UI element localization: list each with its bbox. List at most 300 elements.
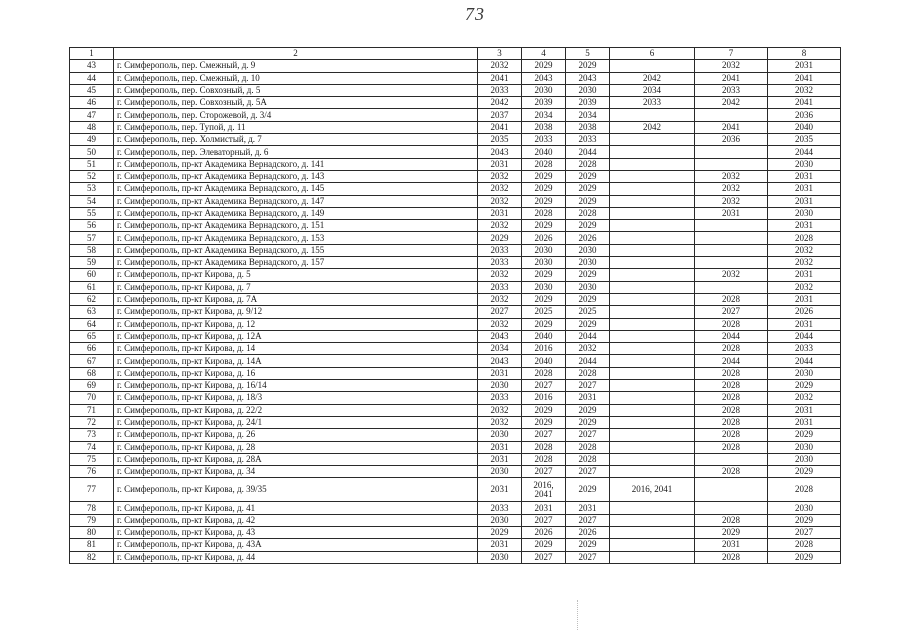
address-cell: г. Симферополь, пр-кт Академика Вернадского, д. 143: [114, 170, 478, 182]
col-7-cell: 2044: [695, 330, 768, 342]
col-3-cell: 2031: [478, 453, 522, 465]
table-row: [70, 269, 841, 281]
col-8-cell: 2028: [768, 478, 841, 502]
table-row: [70, 60, 841, 72]
col-7-cell: 2028: [695, 404, 768, 416]
col-5-cell: 2039: [566, 97, 610, 109]
col-7-cell: 2028: [695, 514, 768, 526]
col-3-cell: 2032: [478, 60, 522, 72]
table-row: [70, 195, 841, 207]
col-3-cell: 2035: [478, 134, 522, 146]
address-cell: г. Симферополь, пр-кт Кирова, д. 39/35: [114, 478, 478, 502]
col-8-cell: 2032: [768, 392, 841, 404]
address-cell: г. Симферополь, пр-кт Академика Вернадского, д. 141: [114, 158, 478, 170]
table-row: [70, 158, 841, 170]
col-6-cell: [610, 441, 695, 453]
row-number-cell: 57: [70, 232, 114, 244]
col-4-cell: 2029: [522, 195, 566, 207]
col-8-cell: 2026: [768, 306, 841, 318]
row-number-cell: 73: [70, 429, 114, 441]
col-5-cell: 2029: [566, 416, 610, 428]
col-5-cell: 2030: [566, 244, 610, 256]
col-5-cell: 2029: [566, 60, 610, 72]
col-8-cell: 2030: [768, 441, 841, 453]
col-8-cell: 2031: [768, 183, 841, 195]
table-row: [70, 404, 841, 416]
col-5-cell: 2026: [566, 232, 610, 244]
address-cell: г. Симферополь, пер. Смежный, д. 9: [114, 60, 478, 72]
col-8-cell: 2031: [768, 404, 841, 416]
row-number-cell: 50: [70, 146, 114, 158]
col-6-cell: [610, 257, 695, 269]
row-number-cell: 69: [70, 380, 114, 392]
col-8-cell: 2041: [768, 97, 841, 109]
table-row: [70, 380, 841, 392]
col-8-cell: 2035: [768, 134, 841, 146]
column-header-5: 5: [566, 48, 610, 60]
table-row: [70, 429, 841, 441]
col-5-cell: 2025: [566, 306, 610, 318]
col-6-cell: [610, 232, 695, 244]
col-5-cell: 2044: [566, 330, 610, 342]
table-row: [70, 134, 841, 146]
col-7-cell: 2044: [695, 355, 768, 367]
col-4-cell: 2027: [522, 380, 566, 392]
row-number-cell: 43: [70, 60, 114, 72]
address-cell: г. Симферополь, пр-кт Академика Вернадского, д. 147: [114, 195, 478, 207]
col-3-cell: 2029: [478, 232, 522, 244]
col-5-cell: 2033: [566, 134, 610, 146]
col-5-cell: 2029: [566, 404, 610, 416]
row-number-cell: 80: [70, 526, 114, 538]
col-6-cell: [610, 269, 695, 281]
col-5-cell: 2026: [566, 526, 610, 538]
table-row: [70, 257, 841, 269]
address-cell: г. Симферополь, пр-кт Кирова, д. 24/1: [114, 416, 478, 428]
col-5-cell: 2028: [566, 441, 610, 453]
address-cell: г. Симферополь, пр-кт Кирова, д. 34: [114, 466, 478, 478]
address-cell: г. Симферополь, пр-кт Кирова, д. 5: [114, 269, 478, 281]
header-row: [70, 48, 841, 60]
col-7-cell: [695, 244, 768, 256]
col-4-cell: 2039: [522, 97, 566, 109]
table-row: [70, 281, 841, 293]
table-row: [70, 220, 841, 232]
col-4-cell: 2029: [522, 318, 566, 330]
row-number-cell: 60: [70, 269, 114, 281]
col-8-cell: 2044: [768, 146, 841, 158]
scan-artifact: [577, 600, 579, 630]
col-3-cell: 2043: [478, 330, 522, 342]
address-cell: г. Симферополь, пр-кт Кирова, д. 22/2: [114, 404, 478, 416]
col-5-cell: 2028: [566, 453, 610, 465]
col-6-cell: [610, 526, 695, 538]
col-4-cell: 2033: [522, 134, 566, 146]
col-4-cell: 2040: [522, 146, 566, 158]
row-number-cell: 79: [70, 514, 114, 526]
col-5-cell: 2029: [566, 293, 610, 305]
col-5-cell: 2029: [566, 318, 610, 330]
address-cell: г. Симферополь, пр-кт Кирова, д. 41: [114, 502, 478, 514]
col-7-cell: 2028: [695, 380, 768, 392]
address-cell: г. Симферополь, пер. Тупой, д. 11: [114, 121, 478, 133]
col-5-cell: 2029: [566, 195, 610, 207]
col-8-cell: 2033: [768, 343, 841, 355]
col-7-cell: 2032: [695, 195, 768, 207]
table-row: [70, 514, 841, 526]
col-5-cell: 2029: [566, 183, 610, 195]
col-6-cell: [610, 466, 695, 478]
col-5-cell: 2030: [566, 257, 610, 269]
col-7-cell: 2032: [695, 60, 768, 72]
row-number-cell: 64: [70, 318, 114, 330]
table-row: [70, 526, 841, 538]
col-4-cell: 2030: [522, 84, 566, 96]
col-8-cell: 2030: [768, 453, 841, 465]
col-4-cell: 2029: [522, 269, 566, 281]
table-row: [70, 170, 841, 182]
col-4-cell: 2038: [522, 121, 566, 133]
col-8-cell: 2031: [768, 293, 841, 305]
col-7-cell: 2028: [695, 429, 768, 441]
table-row: [70, 343, 841, 355]
col-4-cell: 2030: [522, 281, 566, 293]
col-5-cell: 2028: [566, 207, 610, 219]
col-4-cell: 2029: [522, 183, 566, 195]
col-3-cell: 2030: [478, 429, 522, 441]
col-8-cell: 2030: [768, 367, 841, 379]
col-3-cell: 2032: [478, 220, 522, 232]
col-7-cell: 2031: [695, 207, 768, 219]
col-7-cell: 2033: [695, 84, 768, 96]
address-cell: г. Симферополь, пр-кт Кирова, д. 44: [114, 551, 478, 563]
col-6-cell: [610, 281, 695, 293]
col-4-cell: 2040: [522, 330, 566, 342]
col-6-cell: [610, 367, 695, 379]
col-7-cell: 2028: [695, 416, 768, 428]
col-6-cell: [610, 404, 695, 416]
table-row: [70, 232, 841, 244]
col-3-cell: 2031: [478, 158, 522, 170]
table-row: [70, 306, 841, 318]
row-number-cell: 68: [70, 367, 114, 379]
col-4-cell: 2027: [522, 429, 566, 441]
col-5-cell: 2029: [566, 220, 610, 232]
col-7-cell: 2032: [695, 183, 768, 195]
col-6-cell: [610, 343, 695, 355]
address-cell: г. Симферополь, пр-кт Академика Вернадского, д. 149: [114, 207, 478, 219]
row-number-cell: 52: [70, 170, 114, 182]
table-row: [70, 207, 841, 219]
row-number-cell: 56: [70, 220, 114, 232]
table-row: [70, 244, 841, 256]
table-row: [70, 293, 841, 305]
col-6-cell: 2016, 2041: [610, 478, 695, 502]
col-8-cell: 2031: [768, 170, 841, 182]
col-6-cell: 2042: [610, 72, 695, 84]
col-5-cell: 2044: [566, 355, 610, 367]
col-3-cell: 2031: [478, 207, 522, 219]
col-7-cell: 2041: [695, 121, 768, 133]
col-7-cell: [695, 257, 768, 269]
col-6-cell: [610, 109, 695, 121]
row-number-cell: 46: [70, 97, 114, 109]
row-number-cell: 48: [70, 121, 114, 133]
col-5-cell: 2027: [566, 514, 610, 526]
col-5-cell: 2029: [566, 539, 610, 551]
col-6-cell: [610, 306, 695, 318]
col-5-cell: 2030: [566, 84, 610, 96]
row-number-cell: 72: [70, 416, 114, 428]
col-4-cell: 2029: [522, 416, 566, 428]
col-3-cell: 2033: [478, 244, 522, 256]
address-cell: г. Симферополь, пр-кт Кирова, д. 7А: [114, 293, 478, 305]
col-3-cell: 2033: [478, 392, 522, 404]
col-5-cell: 2029: [566, 269, 610, 281]
col-7-cell: 2028: [695, 367, 768, 379]
address-cell: г. Симферополь, пр-кт Академика Вернадского, д. 145: [114, 183, 478, 195]
col-5-cell: 2044: [566, 146, 610, 158]
col-5-cell: 2031: [566, 502, 610, 514]
col-7-cell: 2028: [695, 318, 768, 330]
col-8-cell: 2032: [768, 244, 841, 256]
row-number-cell: 44: [70, 72, 114, 84]
col-4-cell: 2028: [522, 367, 566, 379]
col-3-cell: 2032: [478, 293, 522, 305]
col-5-cell: 2028: [566, 367, 610, 379]
col-5-cell: 2038: [566, 121, 610, 133]
col-7-cell: [695, 502, 768, 514]
col-8-cell: 2031: [768, 60, 841, 72]
col-4-cell: 2029: [522, 539, 566, 551]
col-4-cell: 2026: [522, 232, 566, 244]
row-number-cell: 59: [70, 257, 114, 269]
table-row: [70, 539, 841, 551]
col-3-cell: 2042: [478, 97, 522, 109]
col-8-cell: 2028: [768, 232, 841, 244]
column-header-4: 4: [522, 48, 566, 60]
col-3-cell: 2032: [478, 183, 522, 195]
col-5-cell: 2029: [566, 170, 610, 182]
column-header-8: 8: [768, 48, 841, 60]
col-6-cell: [610, 146, 695, 158]
col-6-cell: [610, 539, 695, 551]
col-6-cell: [610, 60, 695, 72]
col-8-cell: 2030: [768, 502, 841, 514]
col-6-cell: [610, 429, 695, 441]
col-3-cell: 2030: [478, 551, 522, 563]
col-5-cell: 2032: [566, 343, 610, 355]
table-row: [70, 97, 841, 109]
col-3-cell: 2041: [478, 72, 522, 84]
col-8-cell: 2041: [768, 72, 841, 84]
table-row: [70, 318, 841, 330]
col-6-cell: [610, 170, 695, 182]
table-row: [70, 72, 841, 84]
column-header-3: 3: [478, 48, 522, 60]
col-3-cell: 2030: [478, 380, 522, 392]
col-7-cell: 2029: [695, 526, 768, 538]
col-7-cell: 2028: [695, 293, 768, 305]
row-number-cell: 77: [70, 478, 114, 502]
col-3-cell: 2027: [478, 306, 522, 318]
col-5-cell: 2034: [566, 109, 610, 121]
col-6-cell: [610, 416, 695, 428]
col-8-cell: 2044: [768, 355, 841, 367]
row-number-cell: 81: [70, 539, 114, 551]
col-6-cell: [610, 195, 695, 207]
page-number: 73: [465, 4, 485, 24]
col-4-cell: 2016, 2041: [522, 478, 566, 502]
col-6-cell: 2033: [610, 97, 695, 109]
col-7-cell: [695, 220, 768, 232]
col-4-cell: 2029: [522, 60, 566, 72]
table-row: [70, 453, 841, 465]
col-6-cell: [610, 392, 695, 404]
address-cell: г. Симферополь, пр-кт Академика Вернадского, д. 157: [114, 257, 478, 269]
col-4-cell: 2027: [522, 514, 566, 526]
col-8-cell: 2029: [768, 466, 841, 478]
col-6-cell: [610, 183, 695, 195]
table-row: [70, 355, 841, 367]
row-number-cell: 66: [70, 343, 114, 355]
col-8-cell: 2030: [768, 207, 841, 219]
col-4-cell: 2027: [522, 466, 566, 478]
table-row: [70, 84, 841, 96]
row-number-cell: 75: [70, 453, 114, 465]
table-row: [70, 466, 841, 478]
table-row: [70, 502, 841, 514]
table-row: [70, 478, 841, 502]
col-7-cell: 2028: [695, 466, 768, 478]
col-4-cell: 2029: [522, 220, 566, 232]
address-cell: г. Симферополь, пер. Совхозный, д. 5А: [114, 97, 478, 109]
col-7-cell: 2028: [695, 343, 768, 355]
col-3-cell: 2032: [478, 195, 522, 207]
col-4-cell: 2028: [522, 441, 566, 453]
row-number-cell: 61: [70, 281, 114, 293]
column-header-6: 6: [610, 48, 695, 60]
col-6-cell: 2034: [610, 84, 695, 96]
col-7-cell: 2041: [695, 72, 768, 84]
col-3-cell: 2033: [478, 502, 522, 514]
col-8-cell: 2029: [768, 551, 841, 563]
col-5-cell: 2027: [566, 429, 610, 441]
col-3-cell: 2031: [478, 367, 522, 379]
col-7-cell: 2036: [695, 134, 768, 146]
address-cell: г. Симферополь, пр-кт Кирова, д. 7: [114, 281, 478, 293]
address-cell: г. Симферополь, пр-кт Кирова, д. 14: [114, 343, 478, 355]
address-cell: г. Симферополь, пр-кт Кирова, д. 14А: [114, 355, 478, 367]
col-8-cell: 2029: [768, 380, 841, 392]
col-7-cell: [695, 281, 768, 293]
col-7-cell: [695, 232, 768, 244]
row-number-cell: 82: [70, 551, 114, 563]
address-cell: г. Симферополь, пр-кт Кирова, д. 26: [114, 429, 478, 441]
col-7-cell: 2031: [695, 539, 768, 551]
table-row: [70, 183, 841, 195]
address-cell: г. Симферополь, пр-кт Академика Вернадского, д. 155: [114, 244, 478, 256]
col-4-cell: 2027: [522, 551, 566, 563]
col-6-cell: [610, 244, 695, 256]
table-body: [70, 60, 841, 564]
address-cell: г. Симферополь, пр-кт Кирова, д. 12: [114, 318, 478, 330]
col-6-cell: 2042: [610, 121, 695, 133]
housing-register-table: [69, 47, 841, 564]
col-4-cell: 2043: [522, 72, 566, 84]
table-row: [70, 109, 841, 121]
address-cell: г. Симферополь, пр-кт Кирова, д. 43: [114, 526, 478, 538]
address-cell: г. Симферополь, пр-кт Кирова, д. 18/3: [114, 392, 478, 404]
col-3-cell: 2032: [478, 416, 522, 428]
col-3-cell: 2037: [478, 109, 522, 121]
col-7-cell: 2027: [695, 306, 768, 318]
address-cell: г. Симферополь, пер. Смежный, д. 10: [114, 72, 478, 84]
col-8-cell: 2031: [768, 416, 841, 428]
address-cell: г. Симферополь, пер. Холмистый, д. 7: [114, 134, 478, 146]
col-4-cell: 2031: [522, 502, 566, 514]
row-number-cell: 54: [70, 195, 114, 207]
table-row: [70, 551, 841, 563]
row-number-cell: 74: [70, 441, 114, 453]
col-7-cell: [695, 453, 768, 465]
col-5-cell: 2030: [566, 281, 610, 293]
col-4-cell: 2029: [522, 293, 566, 305]
col-8-cell: 2040: [768, 121, 841, 133]
col-3-cell: 2030: [478, 514, 522, 526]
col-3-cell: 2033: [478, 257, 522, 269]
col-4-cell: 2030: [522, 257, 566, 269]
col-6-cell: [610, 380, 695, 392]
col-8-cell: 2027: [768, 526, 841, 538]
address-cell: г. Симферополь, пр-кт Кирова, д. 9/12: [114, 306, 478, 318]
col-7-cell: [695, 146, 768, 158]
address-cell: г. Симферополь, пр-кт Кирова, д. 28А: [114, 453, 478, 465]
row-number-cell: 71: [70, 404, 114, 416]
col-3-cell: 2029: [478, 526, 522, 538]
col-6-cell: [610, 355, 695, 367]
col-3-cell: 2030: [478, 466, 522, 478]
col-8-cell: 2032: [768, 257, 841, 269]
col-6-cell: [610, 502, 695, 514]
col-3-cell: 2031: [478, 539, 522, 551]
address-cell: г. Симферополь, пер. Сторожевой, д. 3/4: [114, 109, 478, 121]
col-8-cell: 2029: [768, 514, 841, 526]
column-header-1: 1: [70, 48, 114, 60]
col-3-cell: 2034: [478, 343, 522, 355]
address-cell: г. Симферополь, пр-кт Кирова, д. 16: [114, 367, 478, 379]
col-3-cell: 2032: [478, 404, 522, 416]
row-number-cell: 62: [70, 293, 114, 305]
col-3-cell: 2033: [478, 281, 522, 293]
col-6-cell: [610, 134, 695, 146]
address-cell: г. Симферополь, пр-кт Кирова, д. 43А: [114, 539, 478, 551]
col-7-cell: 2028: [695, 441, 768, 453]
row-number-cell: 55: [70, 207, 114, 219]
col-4-cell: 2025: [522, 306, 566, 318]
col-5-cell: 2043: [566, 72, 610, 84]
col-6-cell: [610, 318, 695, 330]
table-row: [70, 330, 841, 342]
col-8-cell: 2028: [768, 539, 841, 551]
column-header-2: 2: [114, 48, 478, 60]
col-3-cell: 2043: [478, 146, 522, 158]
row-number-cell: 58: [70, 244, 114, 256]
col-8-cell: 2031: [768, 269, 841, 281]
address-cell: г. Симферополь, пр-кт Академика Вернадского, д. 151: [114, 220, 478, 232]
col-5-cell: 2027: [566, 551, 610, 563]
col-4-cell: 2026: [522, 526, 566, 538]
